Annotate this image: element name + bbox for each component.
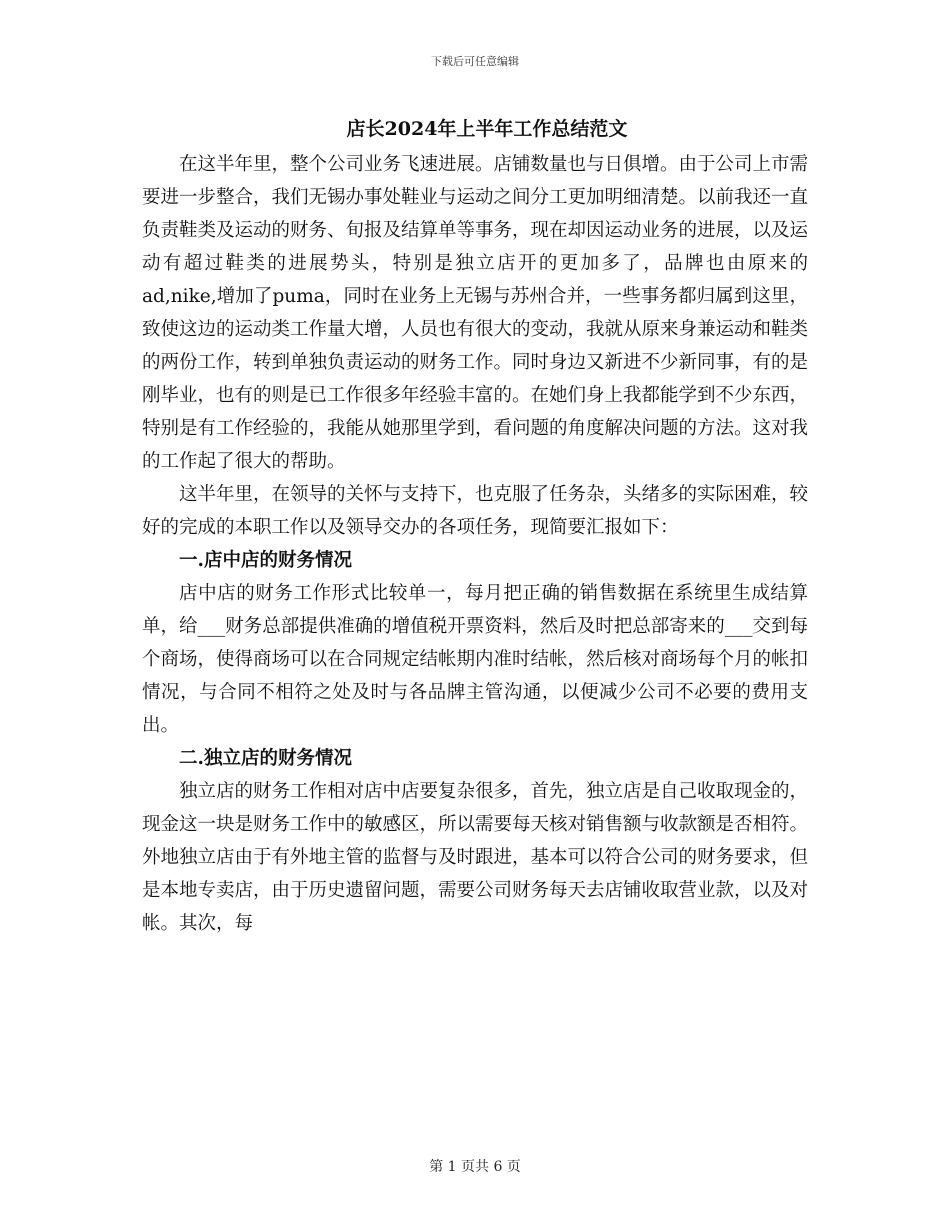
document-body <box>142 110 808 940</box>
section-paragraph-2: 独立店的财务工作相对店中店要复杂很多，首先，独立店是自己收取现金的，现金这一块是财务工作中的敏感区，所以需要每天核对销售额与收款额是否相符。外地独立店由于有外地主管的监督与及时跟进，基本可以符合公司的财务要求，但是本地专卖店，由于历史遗留问题，需要公司财务每天去店铺收取营业款，以及对帐。其次，每 <box>142 781 809 934</box>
document-title: 店长2024年上半年工作总结范文 <box>346 118 628 140</box>
paragraph-summary: 这半年里，在领导的关怀与支持下，也克服了任务杂，头绪多的实际困难，较好的完成的本职工作以及领导交办的各项任务，现简要汇报如下： <box>142 484 809 538</box>
page-footer: 第 1 页共 6 页 <box>429 1159 521 1175</box>
page-header: 下载后可任意编辑 <box>431 55 519 68</box>
section-heading-1: 一.店中店的财务情况 <box>179 550 352 571</box>
section-paragraph-1: 店中店的财务工作形式比较单一，每月把正确的销售数据在系统里生成结算单，给___财务总部提供准确的增值税开票资料，然后及时把总部寄来的___交到每个商场，使得商场可以在合同规定结帐期内准时结帐，然后核对商场每个月的帐扣情况，与合同不相符之处及时与各品牌主管沟通，以便减少公司不必要的费用支出。 <box>142 583 809 736</box>
section-heading-2: 二.独立店的财务情况 <box>179 748 352 769</box>
paragraph-intro: 在这半年里，整个公司业务飞速进展。店铺数量也与日俱增。由于公司上市需要进一步整合，我们无锡办事处鞋业与运动之间分工更加明细清楚。以前我还一直负责鞋类及运动的财务、旬报及结算单等事务，现在却因运动业务的进展，以及运动有超过鞋类的进展势头，特别是独立店开的更加多了，品牌也由原来的ad,nike,增加了puma，同时在业务上无锡与苏州合并，一些事务都归属到这里，致使这边的运动类工作量大增，人员也有很大的变动，我就从原来身兼运动和鞋类的两份工作，转到单独负责运动的财务工作。同时身边又新进不少新同事，有的是刚毕业，也有的则是已工作很多年经验丰富的。在她们身上我都能学到不少东西，特别是有工作经验的，我能从她那里学到，看问题的角度解决问题的方法。这对我的工作起了很大的帮助。 <box>142 154 809 472</box>
